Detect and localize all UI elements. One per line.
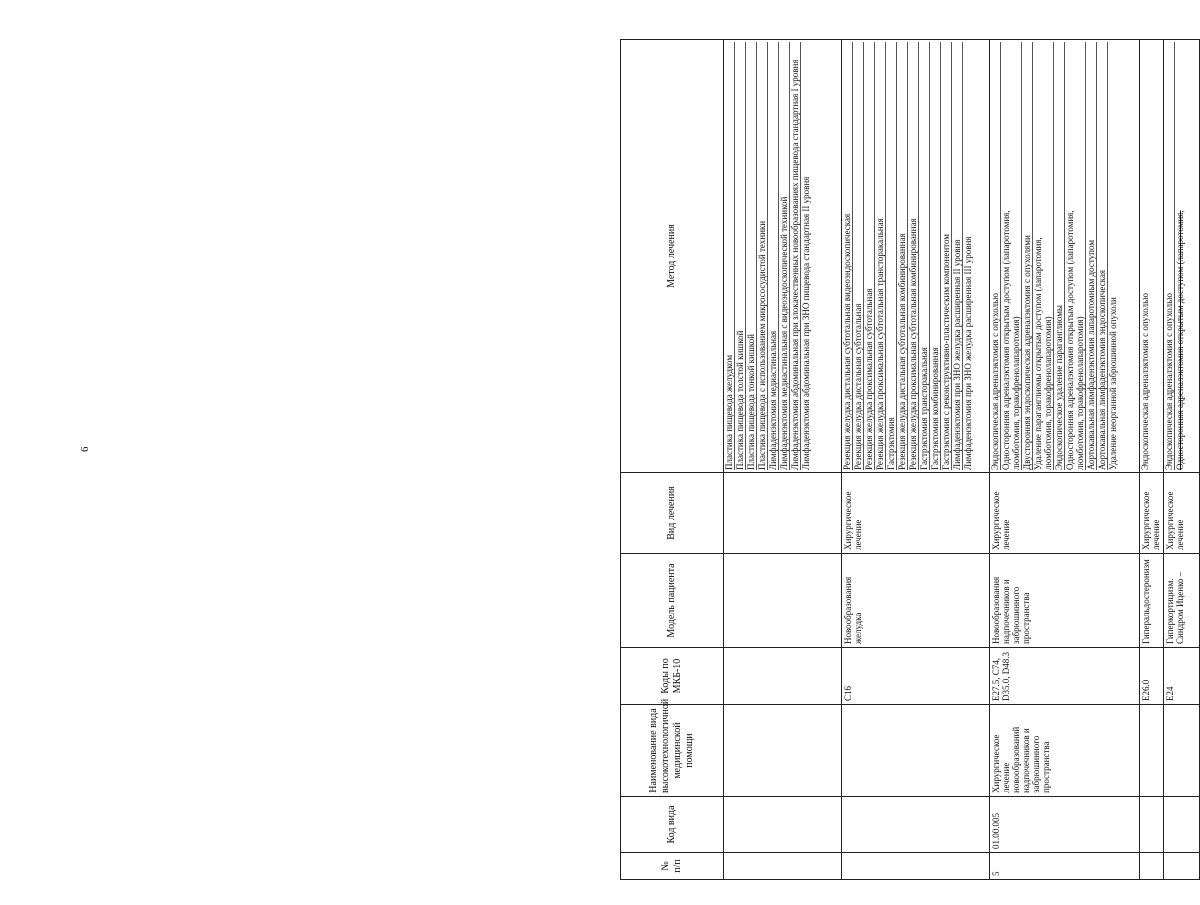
- header-icd: Коды по МКБ-10: [621, 648, 724, 705]
- method-item: Лимфаденэктомия абдоминальная при ЗНО пищевода стандартная II уровня: [801, 176, 811, 470]
- model-cell: Гиперкортицизм. Синдром Иценко –: [1164, 554, 1200, 648]
- method-item: Резекция желудка проксимальная субтотальная: [864, 42, 875, 470]
- method-list: [842, 42, 973, 470]
- method-list: [990, 42, 1118, 470]
- header-num: № п/п: [621, 853, 724, 880]
- header-method: Метод лечения: [621, 40, 724, 473]
- page-number: 6: [79, 446, 91, 452]
- method-item: Эндоскопическое удаление параганглиомы: [1054, 42, 1065, 470]
- header-model: Модель пациента: [621, 554, 724, 648]
- method-item: Гастрэктомия трансторакальная: [919, 42, 930, 470]
- method-cell: Эндоскопическая адреналэктомия с опухолью: [1140, 40, 1164, 473]
- method-item: Пластика пищевода тонкой кишкой: [746, 42, 757, 470]
- header-row: [621, 40, 724, 880]
- method-item: Пластика пищевода толстой кишкой: [735, 42, 746, 470]
- method-item: Односторонняя адреналэктомия открытым доступом (лапаротомия,: [1001, 210, 1011, 470]
- icd-cell: E26.0: [1140, 648, 1164, 705]
- method-item: Лимфаденэктомия при ЗНО желудка расширенная III уровня: [963, 236, 973, 470]
- method-item: люмботомия, торакофренолапаротомия): [1075, 42, 1086, 470]
- method-item: люмботомия, торакофренолапаротомия): [1011, 42, 1022, 470]
- treatment-cell: Хирургическое лечение: [990, 473, 1140, 554]
- method-item: Лимфаденэктомия медиастинальная: [768, 42, 779, 470]
- header-treatment: Вид лечения: [621, 473, 724, 554]
- table-row-e26: [1140, 40, 1164, 880]
- method-item: Гастрэктомия с реконструктивно-пластическим компонентом: [941, 42, 952, 470]
- method-item: Резекция желудка дистальная субтотальная комбинированная: [897, 42, 908, 470]
- method-item: Лимфаденэктомия медиастинальная с видеоэндоскопической техникой: [779, 42, 790, 470]
- table-row-e24: [1164, 40, 1200, 880]
- method-item: Лимфаденэктомия при ЗНО желудка расширенная II уровня: [952, 42, 963, 470]
- table-row-5: [990, 40, 1140, 880]
- method-item: люмботомия, торакофренолапаротомия): [1043, 42, 1054, 470]
- method-item: Удаление неорганной забрюшинной опухоли: [1108, 297, 1118, 470]
- method-item: Двусторонняя эндоскопическая адреналэктомия с опухолями: [1022, 42, 1033, 470]
- method-item: Аортокавальная лимфаденэктомия лапаротомным доступом: [1086, 42, 1097, 470]
- method-cell: [990, 40, 1140, 473]
- icd-cell: E24: [1164, 648, 1200, 705]
- model-cell: Новообразования надпочечников и забрюшинного пространства: [990, 554, 1140, 648]
- treatment-cell: Хирургическое лечение: [842, 473, 990, 554]
- rotated-page: [620, 40, 1200, 880]
- code-cell: 01.00.005: [990, 797, 1140, 853]
- method-item: Гастрэктомия: [886, 42, 897, 470]
- method-cell: [724, 40, 842, 473]
- table-row-c16: [842, 40, 990, 880]
- name-cell: Хирургическое лечение новообразований надпочечников и забрюшинного пространства: [990, 705, 1140, 797]
- icd-cell: E27.5, C74, D35.0, D48.3: [990, 648, 1140, 705]
- method-list: [724, 42, 811, 470]
- method-item: Резекция желудка проксимальная субтотальная трансторакальная: [875, 42, 886, 470]
- vmp-table: [620, 39, 1200, 880]
- method-item: Гастрэктомия комбинированная: [930, 42, 941, 470]
- method-cell: [1164, 40, 1200, 473]
- method-cell: [842, 40, 990, 473]
- method-item: Односторонняя адреналэктомия открытым доступом (лапаротомия,: [1175, 210, 1185, 470]
- icd-cell: C16: [842, 648, 990, 705]
- method-item: Удаление параганглиомы открытым доступом (лапаротомия,: [1033, 237, 1043, 470]
- header-name: Наименование вида высокотехнологичной медицинской помощи: [621, 705, 724, 797]
- method-item: Аортокавальная лимфаденэктомия эндоскопическая: [1097, 42, 1108, 470]
- table-row-continued: [724, 40, 842, 880]
- method-item: Резекция желудка дистальная субтотальная: [853, 42, 864, 470]
- model-cell: Гиперальдостеронизм: [1140, 554, 1164, 648]
- treatment-cell: Хирургическое лечение: [1140, 473, 1164, 554]
- treatment-cell: Хирургическое лечение: [1164, 473, 1200, 554]
- method-item: Эндоскопическая адреналэктомия с опухолью: [1164, 42, 1175, 470]
- num-cell: 5: [990, 853, 1140, 880]
- method-item: Резекция желудка дистальная субтотальная видеоэндоскопическая: [842, 42, 853, 470]
- header-code: Код вида: [621, 797, 724, 853]
- method-item: Эндоскопическая адреналэктомия с опухолью: [990, 42, 1001, 470]
- method-item: Лимфаденэктомия абдоминальная при злокачественных новообразованиях пищевода стандартная I уровня: [790, 42, 801, 470]
- method-item: Резекция желудка проксимальная субтотальная комбинированная: [908, 42, 919, 470]
- method-list: [1164, 42, 1185, 470]
- method-item: Пластика пищевода с использованием микрососудистой техники: [757, 42, 768, 470]
- method-item: Односторонняя адреналэктомия открытым доступом (лапаротомия,: [1065, 210, 1075, 470]
- method-item: Пластика пищевода желудком: [724, 42, 735, 470]
- model-cell: Новообразования желудка: [842, 554, 990, 648]
